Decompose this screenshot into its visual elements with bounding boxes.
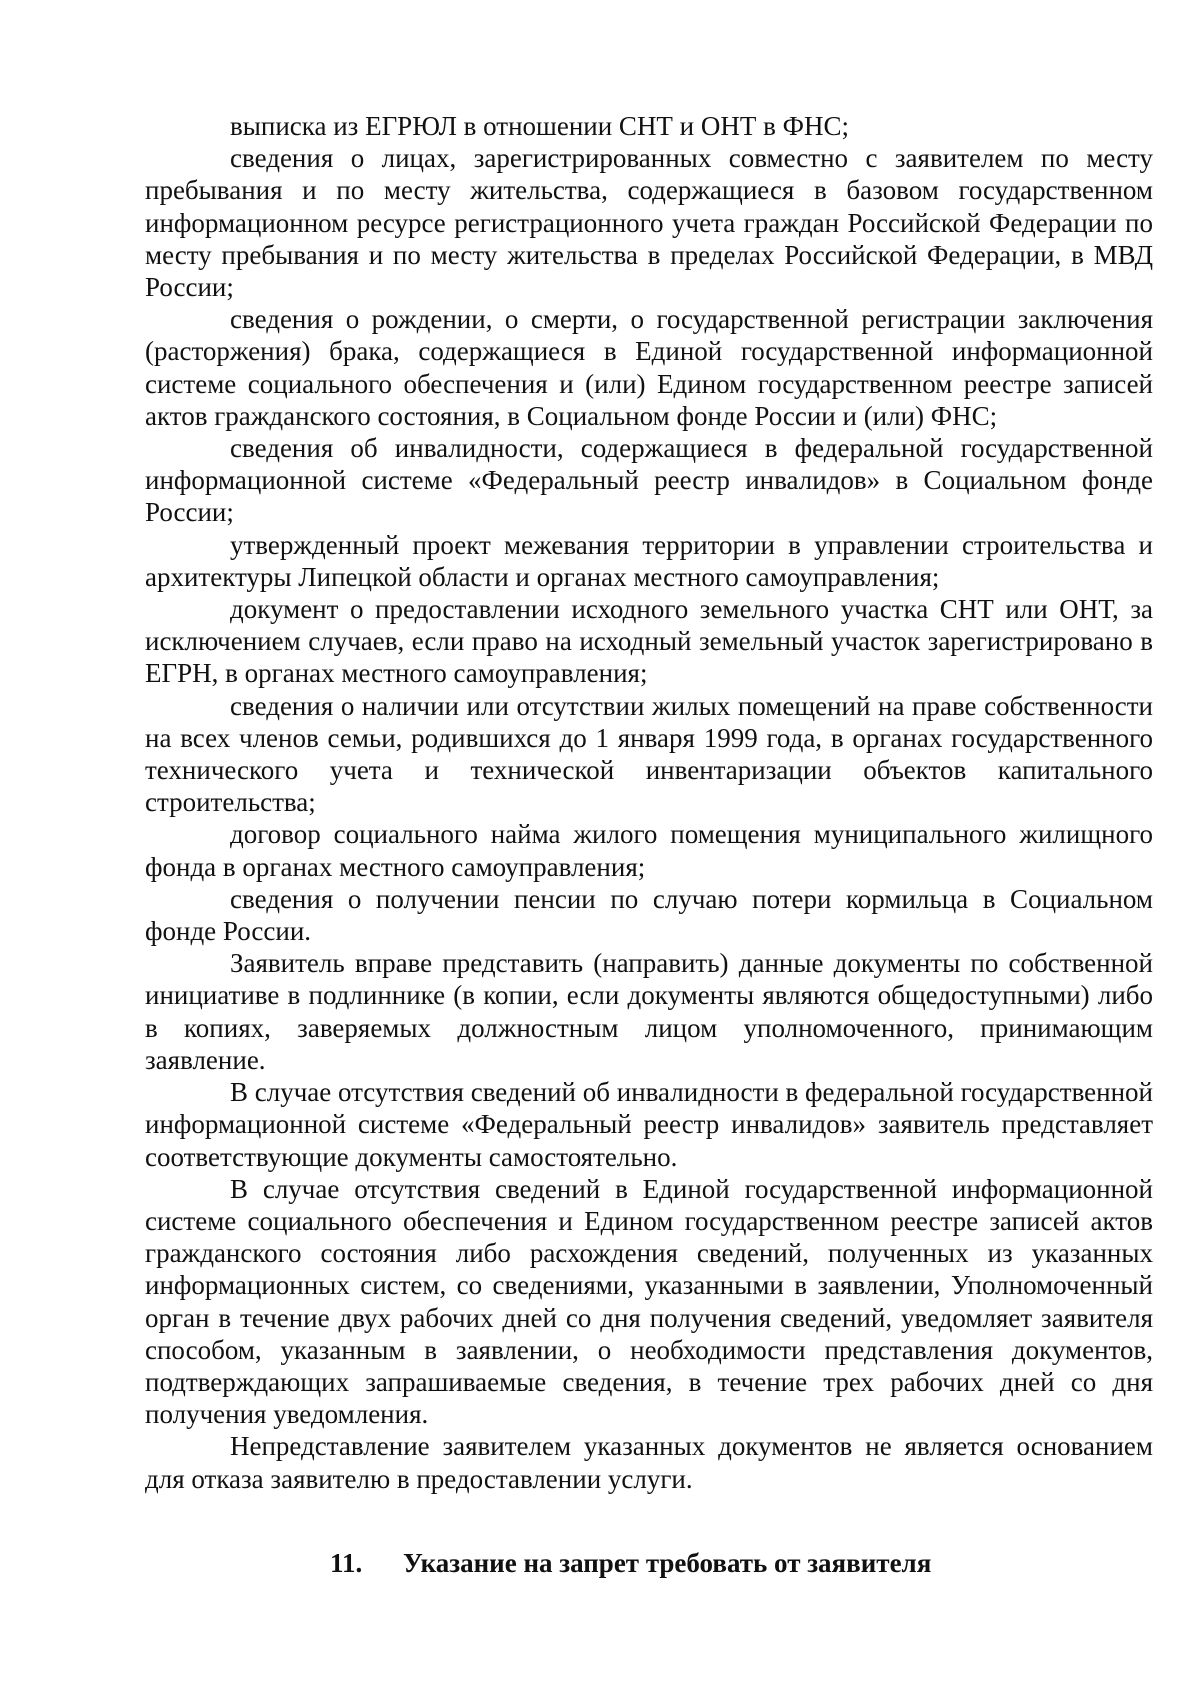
- paragraph-survivor-pension: сведения о получении пенсии по случаю потери кормильца в Социальном фонде России.: [145, 883, 1153, 947]
- paragraph-non-submission: Непредставление заявителем указанных документов не является основанием для отказа заявителю в предоставлении услуги.: [145, 1431, 1153, 1494]
- paragraph-land-survey-project: утвержденный проект межевания территории в управлении строительства и архитектуры Липецкой области и органах местного самоуправления;: [145, 529, 1153, 592]
- paragraph-egrul-extract: выписка из ЕГРЮЛ в отношении СНТ и ОНТ в ФНС;: [230, 111, 849, 141]
- document-body: [145, 110, 1153, 1495]
- paragraph-missing-disability-info: В случае отсутствия сведений об инвалидности в федеральной государственной информационной системе «Федеральный реестр инвалидов» заявитель представляет соответствующие документы самостоятельно.: [145, 1077, 1153, 1172]
- paragraph-applicant-right: Заявитель вправе представить (направить) данные документы по собственной инициативе в подлиннике (в копии, если документы являются общедоступными) либо в копиях, заверяемых должностным лицом уполномоченного, принимающим заявление.: [145, 948, 1153, 1075]
- paragraph-missing-records-notice: В случае отсутствия сведений в Единой государственной информационной системе социального обеспечения и Едином государственном реестре записей актов гражданского состояния либо расхождения сведений, полученных из указанных информационных систем, со сведениями, указанными в заявлении, Уполномоченный орган в течение двух рабочих дней со дня получения сведений, уведомляет заявителя способом, указанным в заявлении, о необходимости представления документов, подтверждающих запрашиваемые сведения, в течение трех рабочих дней со дня получения уведомления.: [145, 1173, 1153, 1430]
- paragraph-housing-ownership: сведения о наличии или отсутствии жилых помещений на праве собственности на всех членов семьи, родившихся до 1 января 1999 года, в органах государственного технического учета и технической инвентаризации объектов капитального строительства;: [145, 690, 1153, 818]
- paragraph-social-rent-contract: договор социального найма жилого помещения муниципального жилищного фонда в органах местного самоуправления;: [145, 819, 1153, 882]
- paragraph-disability-info: сведения об инвалидности, содержащиеся в федеральной государственной информационной системе «Федеральный реестр инвалидов» в Социальном фонде России;: [145, 433, 1153, 528]
- section-number: 11.: [330, 1548, 363, 1578]
- paragraph-land-plot-document: документ о предоставлении исходного земельного участка СНТ или ОНТ, за исключением случаев, если право на исходный земельный участок зарегистрировано в ЕГРН, в органах местного самоуправления;: [145, 594, 1153, 689]
- paragraph-registered-persons: сведения о лицах, зарегистрированных совместно с заявителем по месту пребывания и по месту жительства, содержащиеся в базовом государственном информационном ресурсе регистрационного учета граждан Российской Федерации по месту пребывания и по месту жительства в пределах Российской Федерации, в МВД России;: [145, 143, 1153, 303]
- paragraph-civil-status-records: сведения о рождении, о смерти, о государственной регистрации заключения (расторжения) брака, содержащиеся в Единой государственной информационной системе социального обеспечения и (или) Едином государственном реестре записей актов гражданского состояния, в Социальном фонде России и (или) ФНС;: [145, 304, 1153, 431]
- section-title: Указание на запрет требовать от заявителя: [403, 1548, 932, 1578]
